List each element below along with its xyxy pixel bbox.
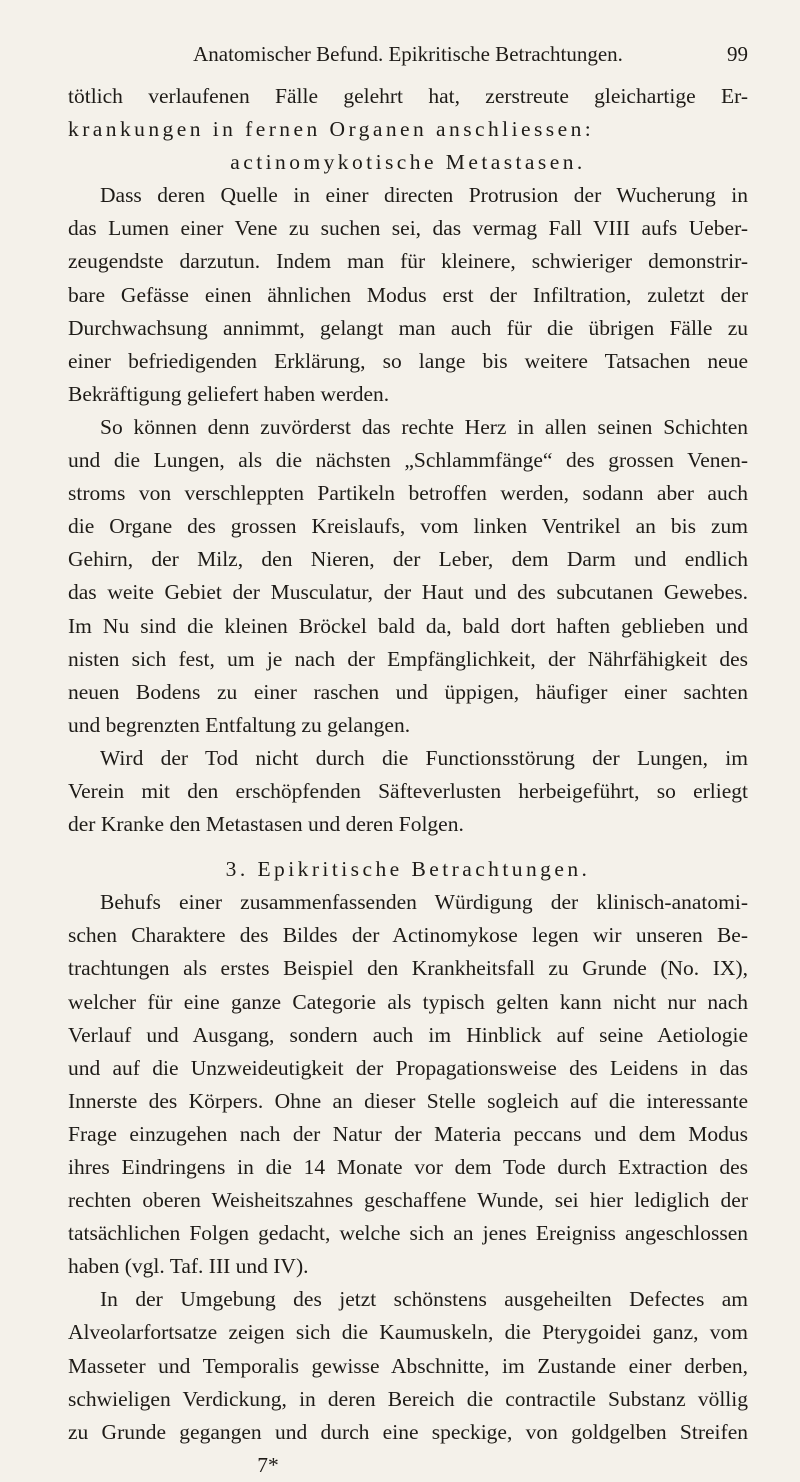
text-line: und auf die Unzweideutigkeit der Propagationsweise des Leidens in das [68,1055,748,1080]
signature-mark: 7* [257,1452,279,1477]
text-line: tötlich verlaufenen Fälle gelehrt hat, zerstreute gleichartige Er- [68,84,748,108]
text-line: schen Charaktere des Bildes der Actinomykose legen wir unseren Be- [68,923,748,948]
text-line: die Organe des grossen Kreislaufs, vom linken Ventrikel an bis zum [68,514,748,539]
text-line: Behufs einer zusammenfassenden Würdigung der klinisch-anatomi- [100,890,748,915]
text-line: Frage einzugehen nach der Natur der Materia peccans und dem Modus [68,1121,748,1146]
text-line: zu Grunde gegangen und durch eine speckige, von goldgelben Streifen [68,1419,748,1444]
section-heading: 3. Epikritische Betrachtungen. [225,857,591,882]
text-line: neuen Bodens zu einer raschen und üppigen, häufiger einer sachten [68,679,748,704]
text-line: der Kranke den Metastasen und deren Folgen. [68,812,464,837]
text-line: Masseter und Temporalis gewisse Abschnitte, im Zustande einer derben, [68,1353,748,1378]
text-line: tatsächlichen Folgen gedacht, welche sich an jenes Ereigniss angeschlossen [68,1221,748,1246]
text-line: und die Lungen, als die nächsten „Schlammfänge“ des grossen Venen- [68,448,748,473]
text-line: Im Nu sind die kleinen Bröckel bald da, bald dort haften geblieben und [68,613,748,638]
text-line: Verlauf und Ausgang, sondern auch im Hinblick auf seine Aetiologie [68,1022,748,1047]
text-line: Verein mit den erschöpfenden Säfteverlusten herbeigeführt, so erliegt [68,778,748,803]
text-line: Gehirn, der Milz, den Nieren, der Leber, dem Darm und endlich [68,547,748,572]
text-line: trachtungen als erstes Beispiel den Krankheitsfall zu Grunde (No. IX), [68,956,748,981]
running-title: Anatomischer Befund. Epikritische Betrachtungen. [193,42,623,66]
text-line: schwieligen Verdickung, in deren Bereich die contractile Substanz völlig [68,1386,748,1411]
text-line: haben (vgl. Taf. III und IV). [68,1254,309,1279]
text-line: Bekräftigung geliefert haben werden. [68,381,390,406]
text-line: das weite Gebiet der Musculatur, der Haut und des subcutanen Gewebes. [68,580,748,605]
text-line: und begrenzten Entfaltung zu gelangen. [68,712,411,737]
text-line: einer befriedigenden Erklärung, so lange bis weitere Tatsachen neue [68,348,748,373]
text-line: Durchwachsung annimmt, gelangt man auch für die übrigen Fälle zu [68,315,748,340]
text-line: So können denn zuvörderst das rechte Herz in allen seinen Schichten [100,414,748,439]
text-line: Wird der Tod nicht durch die Functionsstörung der Lungen, im [100,745,748,770]
text-line: Innerste des Körpers. Ohne an dieser Stelle sogleich auf die interessante [68,1088,748,1113]
text-line: rechten oberen Weisheitszahnes geschaffene Wunde, sei hier lediglich der [68,1188,748,1213]
text-line: Dass deren Quelle in einer directen Protrusion der Wucherung in [100,183,748,208]
text-line: das Lumen einer Vene zu suchen sei, das vermag Fall VIII aufs Ueber- [68,216,748,241]
page-header [68,42,748,76]
text-line: stroms von verschleppten Partikeln betroffen werden, sodann aber auch [68,481,748,506]
text-line: bare Gefässe einen ähnlichen Modus erst der Infiltration, zuletzt der [68,282,748,307]
text-line: Alveolarfortsatze zeigen sich die Kaumuskeln, die Pterygoidei ganz, vom [68,1320,748,1345]
body-text [68,80,748,1482]
text-line: welcher für eine ganze Categorie als typisch gelten kann nicht nur nach [68,989,748,1014]
text-line: In der Umgebung des jetzt schönstens ausgeheilten Defectes am [100,1287,748,1312]
text-line: zeugendste darzutun. Indem man für kleinere, schwieriger demonstrir- [68,249,748,274]
text-line: nisten sich fest, um je nach der Empfänglichkeit, der Nährfähigkeit des [68,646,748,671]
text-line: krankungen in fernen Organen anschliessen: [68,117,595,142]
text-line: ihres Eindringens in die 14 Monate vor dem Tode durch Extraction des [68,1155,748,1179]
page-number: 99 [727,42,748,66]
subheading: actinomykotische Metastasen. [230,150,586,175]
spacer [68,841,748,853]
